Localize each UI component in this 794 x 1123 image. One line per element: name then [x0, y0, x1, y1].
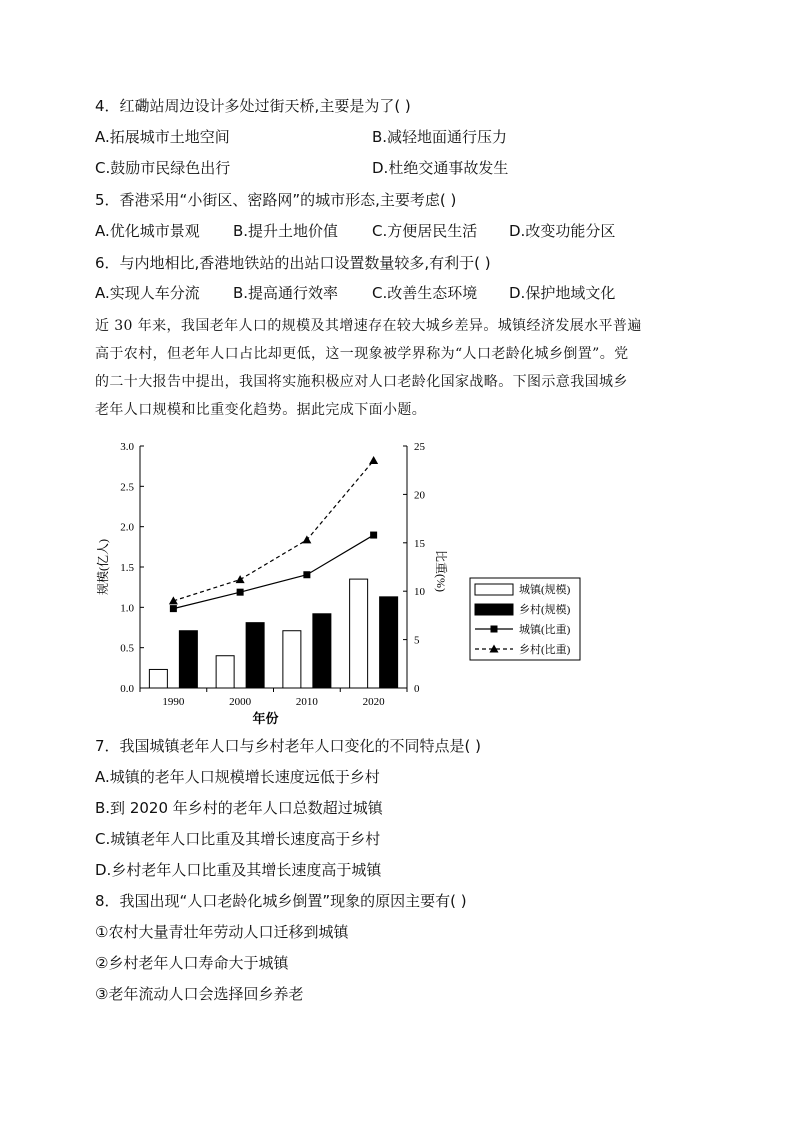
- left-tick-label: 0.5: [120, 642, 134, 655]
- legend-swatch: [475, 584, 513, 595]
- bar-rural-scale: [246, 623, 264, 688]
- legend-label: 乡村(规模): [519, 604, 571, 616]
- q6-option-a: A.实现人车分流: [95, 284, 200, 302]
- q5-option-c: C.方便居民生活: [372, 222, 478, 240]
- legend-label: 城镇(比重): [519, 624, 571, 636]
- left-tick-label: 1.0: [120, 602, 134, 615]
- legend-label: 城镇(规模): [519, 584, 571, 596]
- q4-option-a: A.拓展城市土地空间: [95, 128, 230, 146]
- passage-line-1: 近 30 年来，我国老年人口的规模及其增速存在较大城乡差异。城镇经济发展水平普遍: [95, 318, 642, 334]
- x-axis-title: 年份: [252, 711, 279, 726]
- bar-urban-scale: [350, 579, 368, 688]
- q7-stem: 7．我国城镇老年人口与乡村老年人口变化的不同特点是( ): [95, 737, 482, 755]
- q4-option-b: B.减轻地面通行压力: [372, 128, 508, 146]
- marker-urban-share: [237, 589, 244, 596]
- legend-swatch: [475, 604, 513, 615]
- bar-rural-scale: [179, 631, 197, 688]
- aging-chart: [85, 434, 605, 734]
- q4-option-d: D.杜绝交通事故发生: [372, 159, 509, 177]
- right-tick-label: 0: [414, 683, 420, 695]
- right-tick-label: 10: [414, 586, 425, 599]
- q4-stem: 4．红磡站周边设计多处过街天桥,主要是为了( ): [95, 97, 411, 115]
- q7-option-c: C.城镇老年人口比重及其增长速度高于乡村: [95, 830, 381, 848]
- right-tick-label: 25: [414, 441, 425, 453]
- marker-rural-share: [369, 456, 378, 464]
- left-tick-label: 0.0: [120, 683, 134, 695]
- marker-rural-share: [236, 575, 245, 583]
- line-rural-share: [173, 461, 373, 601]
- q5-option-d: D.改变功能分区: [509, 222, 616, 240]
- bar-rural-scale: [313, 614, 331, 688]
- x-tick-label: 2000: [229, 696, 252, 708]
- marker-urban-share: [303, 571, 310, 578]
- right-tick-label: 15: [414, 537, 425, 550]
- q7-option-d: D.乡村老年人口比重及其增长速度高于城镇: [95, 861, 382, 879]
- left-axis-title: 规模(亿人): [96, 539, 110, 595]
- left-tick-label: 2.5: [120, 481, 134, 494]
- q5-option-b: B.提升土地价值: [233, 222, 339, 240]
- q7-option-a: A.城镇的老年人口规模增长速度远低于乡村: [95, 768, 380, 786]
- q8-statement-2: ②乡村老年人口寿命大于城镇: [95, 954, 289, 972]
- legend-marker: [491, 626, 498, 633]
- q6-option-b: B.提高通行效率: [233, 284, 339, 302]
- q7-option-b: B.到 2020 年乡村的老年人口总数超过城镇: [95, 799, 383, 817]
- line-urban-share: [173, 535, 373, 609]
- passage: [95, 312, 705, 424]
- q5-stem: 5．香港采用“小街区、密路网”的城市形态,主要考虑( ): [95, 191, 457, 209]
- q8-statement-3: ③老年流动人口会选择回乡养老: [95, 985, 304, 1003]
- bar-urban-scale: [283, 631, 301, 688]
- bar-urban-scale: [216, 656, 234, 688]
- q6-option-d: D.保护地域文化: [509, 284, 616, 302]
- bar-rural-scale: [380, 597, 398, 688]
- q4-option-c: C.鼓励市民绿色出行: [95, 159, 231, 177]
- q8-stem: 8．我国出现“人口老龄化城乡倒置”现象的原因主要有( ): [95, 892, 467, 910]
- passage-line-4: 老年人口规模和比重变化趋势。据此完成下面小题。: [95, 402, 427, 418]
- passage-line-3: 的二十大报告中提出，我国将实施积极应对人口老龄化国家战略。下图示意我国城乡: [95, 374, 628, 390]
- marker-rural-share: [302, 535, 311, 543]
- right-tick-label: 5: [414, 634, 420, 647]
- left-tick-label: 2.0: [120, 521, 134, 534]
- right-tick-label: 20: [414, 489, 425, 502]
- x-tick-label: 2010: [295, 696, 318, 708]
- left-tick-label: 1.5: [120, 562, 134, 574]
- passage-line-2: 高于农村，但老年人口占比却更低，这一现象被学界称为“人口老龄化城乡倒置”。党: [95, 346, 629, 362]
- q5-option-a: A.优化城市景观: [95, 222, 200, 240]
- marker-urban-share: [170, 605, 177, 612]
- x-tick-label: 1990: [162, 696, 185, 708]
- marker-urban-share: [370, 532, 377, 539]
- bar-urban-scale: [149, 669, 167, 688]
- left-tick-label: 3.0: [120, 441, 134, 453]
- q8-statement-1: ①农村大量青壮年劳动人口迁移到城镇: [95, 923, 349, 941]
- x-tick-label: 2020: [362, 696, 385, 708]
- q6-stem: 6．与内地相比,香港地铁站的出站口设置数量较多,有利于( ): [95, 254, 491, 272]
- q6-option-c: C.改善生态环境: [372, 284, 478, 302]
- right-axis-title: 比重(%): [434, 550, 448, 592]
- legend-label: 乡村(比重): [519, 644, 571, 656]
